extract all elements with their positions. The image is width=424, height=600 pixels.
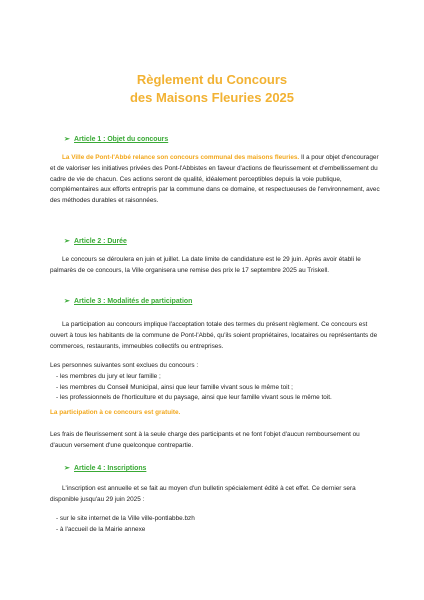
list-item: - les membres du jury et leur famille ; (56, 372, 161, 380)
section-heading-article-1 (64, 135, 168, 144)
section-title: Article 2 : Durée (74, 238, 127, 245)
article-3-paragraph: La participation au concours implique l'acceptation totale des termes du présent règlement. Ce concours est ouvert à tous les habitants de la commune de Pont-l'Abbé, qu'ils soient propriétaires, locataires ou représentants de commerces, restaurants, immeubles collectifs ou entreprises. (50, 321, 378, 350)
section-heading-article-4 (64, 464, 146, 473)
costs-paragraph: Les frais de fleurissement sont à la seule charge des participants et ne font l'objet d'aucun remboursement ou d'aucun versement d'une quelconque contrepartie. (50, 431, 360, 449)
registration-list (50, 514, 380, 536)
article-1-highlight: La Ville de Pont-l'Abbé relance son concours communal des maisons fleuries. (62, 154, 300, 161)
arrow-bullet-icon: ➢ (64, 238, 70, 245)
list-item: - les membres du Conseil Municipal, ainsi que leur famille vivant sous le même toit ; (56, 383, 293, 391)
arrow-bullet-icon: ➢ (64, 298, 70, 305)
excluded-list (50, 361, 380, 404)
section-heading-article-3 (64, 297, 192, 306)
arrow-bullet-icon: ➢ (64, 465, 70, 472)
section-title: Article 4 : Inscriptions (74, 465, 147, 472)
arrow-bullet-icon: ➢ (64, 136, 70, 143)
section-heading-article-2 (64, 237, 127, 246)
article-1-text: Il a pour objet d'encourager et de valoriser les initiatives privées des Pont-l'Abbistes en faveur d'actions de fleurissement et d'embellissement du cadre de vie de chacun. Ces actions seront de qualité, idéalement perceptibles depuis la voie publique, complémentaires aux efforts entrepris par la commune dans ce domaine, et respectueuses de l'environnement, avec des méthodes durables et raisonnées. (50, 154, 380, 205)
excluded-intro: Les personnes suivantes sont exclues du concours : (50, 362, 199, 369)
article-4-paragraph: L'inscription est annuelle et se fait au moyen d'un bulletin spécialement édité à cet effet. Ce dernier sera disponible jusqu'au 29 juin 2025 : (50, 485, 356, 503)
free-participation-notice: La participation à ce concours est gratuite. (50, 409, 181, 416)
article-2-paragraph: Le concours se déroulera en juin et juillet. La date limite de candidature est le 29 juin. Après avoir établi le palmarès de ce concours, la Ville organisera une remise des prix le 17 septembre 2025 au Triskell. (50, 256, 361, 274)
article-1-paragraph (50, 153, 380, 207)
document-title-line-1: Règlement du Concours (136, 72, 288, 87)
section-title: Article 3 : Modalités de participation (74, 298, 193, 305)
list-item: - sur le site internet de la Ville ville-pontlabbe.bzh (56, 515, 195, 522)
document-title-line-2: des Maisons Fleuries 2025 (129, 90, 295, 105)
list-item: - les professionnels de l'horticulture et du paysage, ainsi que leur famille vivant sous le même toit. (56, 394, 332, 402)
section-title: Article 1 : Objet du concours (74, 136, 169, 143)
list-item: - à l'accueil de la Mairie annexe (56, 525, 146, 533)
